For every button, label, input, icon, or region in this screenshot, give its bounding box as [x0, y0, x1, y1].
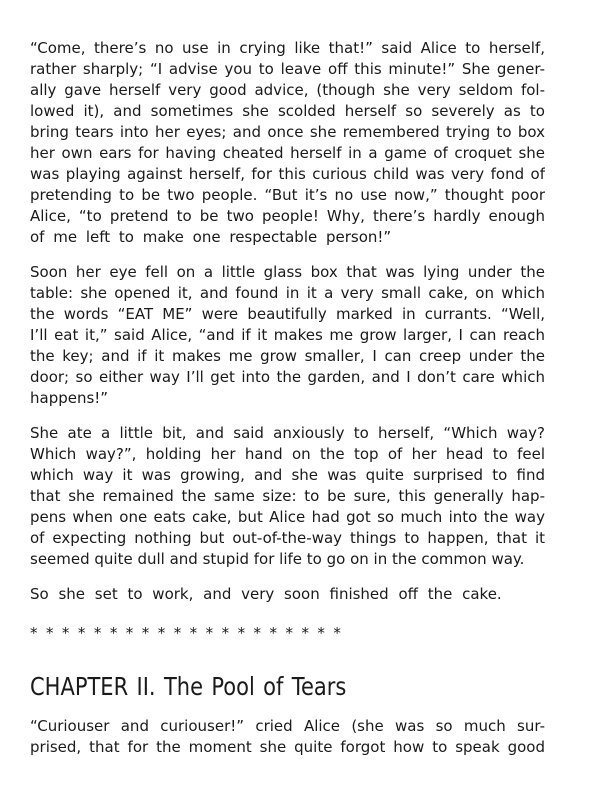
page-content: [30, 38, 545, 758]
text-line: the key; and if it makes me grow smaller, I can creep under the: [30, 347, 545, 365]
text-line: rather sharply; “I advise you to leave off this minute!” She gener-: [30, 60, 545, 78]
paragraph: [30, 38, 545, 248]
text-line: pretending to be two people. “But it’s no use now,” thought poor: [30, 186, 545, 204]
text-line: lowed it), and sometimes she scolded herself so severely as to: [30, 102, 545, 120]
text-line: Soon her eye fell on a little glass box that was lying under the: [30, 263, 545, 281]
chapter-heading: CHAPTER II. The Pool of Tears: [30, 672, 347, 701]
text-line: seemed quite dull and stupid for life to go on in the common way.: [30, 550, 525, 568]
text-line: table: she opened it, and found in it a very small cake, on which: [30, 284, 545, 302]
paragraph: [30, 584, 545, 605]
text-line: of expecting nothing but out-of-the-way things to happen, that it: [30, 529, 545, 547]
text-line: that she remained the same size: to be sure, this generally hap-: [30, 487, 545, 505]
asterisk-separator: * * * * * * * * * * * * * * * * * * * *: [30, 624, 341, 642]
text-line: I’ll eat it,” said Alice, “and if it makes me grow larger, I can reach: [30, 326, 545, 344]
text-line: door; so either way I’ll get into the garden, and I don’t care which: [30, 368, 545, 386]
text-line: “Curiouser and curiouser!” cried Alice (she was so much sur-: [30, 717, 545, 735]
text-line: Which way?”, holding her hand on the top of her head to feel: [30, 445, 545, 463]
text-line: of me left to make one respectable person!”: [30, 228, 392, 246]
paragraph: [30, 262, 545, 409]
text-line: which way it was growing, and she was quite surprised to find: [30, 466, 545, 484]
text-line: her own ears for having cheated herself in a game of croquet she: [30, 144, 545, 162]
text-line: bring tears into her eyes; and once she remembered trying to box: [30, 123, 545, 141]
paragraph: [30, 716, 545, 758]
text-line: ally gave herself very good advice, (though she very seldom fol-: [30, 81, 545, 99]
text-line: prised, that for the moment she quite forgot how to speak good: [30, 738, 545, 756]
text-line: was playing against herself, for this curious child was very fond of: [30, 165, 545, 183]
text-line: happens!”: [30, 389, 109, 407]
text-line: So she set to work, and very soon finished off the cake.: [30, 585, 502, 603]
text-line: “Come, there’s no use in crying like that!” said Alice to herself,: [30, 39, 545, 57]
text-line: Alice, “to pretend to be two people! Why, there’s hardly enough: [30, 207, 545, 225]
text-line: the words “EAT ME” were beautifully marked in currants. “Well,: [30, 305, 545, 323]
paragraph: [30, 423, 545, 570]
text-line: pens when one eats cake, but Alice had got so much into the way: [30, 508, 545, 526]
text-line: She ate a little bit, and said anxiously to herself, “Which way?: [30, 424, 545, 442]
